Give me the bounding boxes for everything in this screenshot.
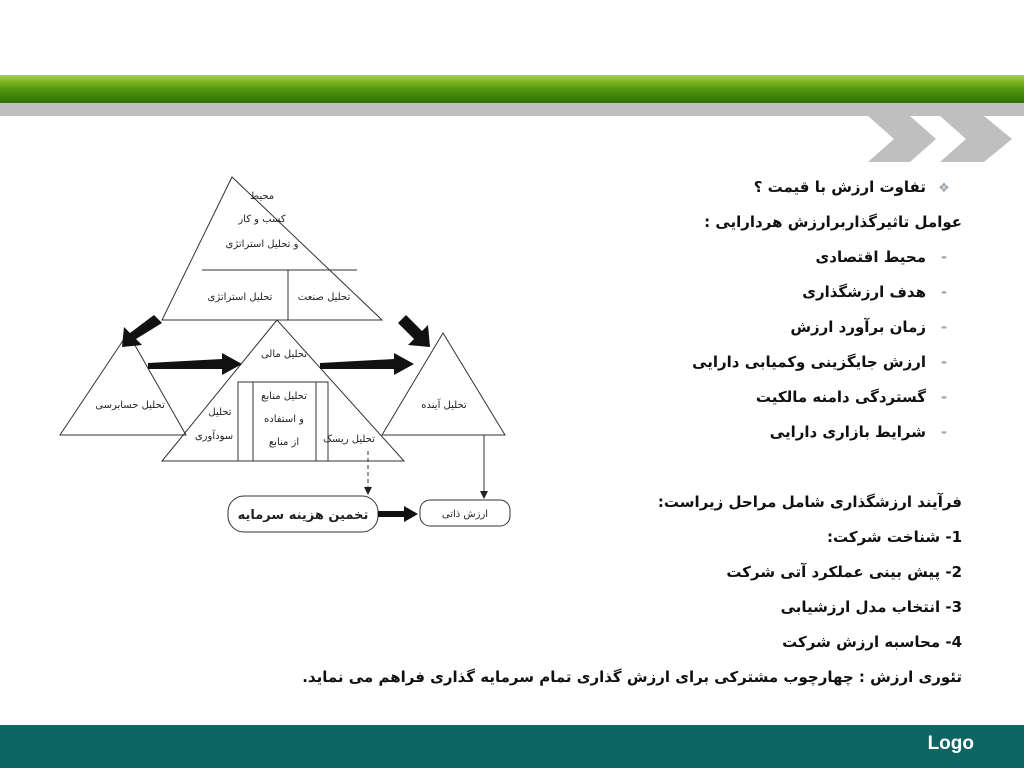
factors-heading: عوامل تاثیرگذاربرارزش هردارایی : — [704, 213, 962, 231]
left-triangle — [60, 333, 186, 435]
factor-item: -هدف ارزشگذاری — [350, 275, 962, 310]
dash-bullet-icon: - — [940, 423, 948, 441]
factor-item: -محیط اقتصادی — [350, 240, 962, 275]
top-left: تحلیل استراتژی — [207, 292, 273, 303]
right-label: تحلیل آینده — [421, 400, 467, 411]
center-left2: سودآوری — [194, 431, 234, 442]
center-right: تحلیل ریسک — [323, 434, 375, 445]
step-item: 3- انتخاب مدل ارزشیابی — [780, 598, 962, 616]
step-item: 2- پیش بینی عملکرد آتی شرکت — [726, 563, 962, 581]
cost-box-label: تخمین هزینه سرمایه — [237, 508, 369, 523]
logo: Logo — [927, 733, 974, 754]
arrow-down-left — [122, 315, 162, 347]
chevron-decoration-icon — [862, 114, 1024, 164]
top-line1: محیط — [249, 191, 275, 202]
dash-bullet-icon: - — [940, 388, 948, 406]
bullet-heading: ❖تفاوت ارزش با قیمت ؟ — [350, 170, 962, 205]
footer-band — [0, 725, 1024, 768]
factor-item: -شرایط بازاری دارایی — [350, 415, 962, 450]
center-left1: تحلیل — [208, 407, 232, 418]
dash-bullet-icon: - — [940, 353, 948, 371]
arrow-right-1 — [148, 353, 242, 375]
process-heading: فرآیند ارزشگذاری شامل مراحل زیراست: — [657, 493, 962, 511]
factor-item: -زمان برآورد ارزش — [350, 310, 962, 345]
center-top: تحلیل مالی — [260, 349, 308, 360]
header-green-band — [0, 75, 1024, 103]
factor-item: -گستردگی دامنه مالکیت — [350, 380, 962, 415]
dash-bullet-icon: - — [940, 283, 948, 301]
top-right: تحلیل صنعت — [297, 292, 351, 303]
step-item: 1- شناخت شرکت: — [827, 528, 962, 546]
center-mid3: از منابع — [268, 437, 300, 448]
center-mid1: تحلیل منابع — [261, 391, 307, 402]
top-line2: کسب و کار — [238, 214, 286, 225]
diamond-bullet-icon: ❖ — [938, 181, 950, 196]
dash-bullet-icon: - — [940, 318, 948, 336]
factor-item: -ارزش جایگزینی وکمیابی دارایی — [350, 345, 962, 380]
top-line3: و تحلیل استراتژی — [225, 239, 299, 250]
value-box-label: ارزش ذاتی — [441, 509, 489, 520]
theory-line: تئوری ارزش : چهارچوب مشترکی برای ارزش گذاری تمام سرمایه گذاری فراهم می نماید. — [302, 668, 962, 686]
center-mid2: و استفاده — [264, 414, 304, 425]
left-label: تحلیل حسابرسی — [95, 400, 165, 411]
step-item: 4- محاسبه ارزش شرکت — [782, 633, 962, 651]
dash-bullet-icon: - — [940, 248, 948, 266]
